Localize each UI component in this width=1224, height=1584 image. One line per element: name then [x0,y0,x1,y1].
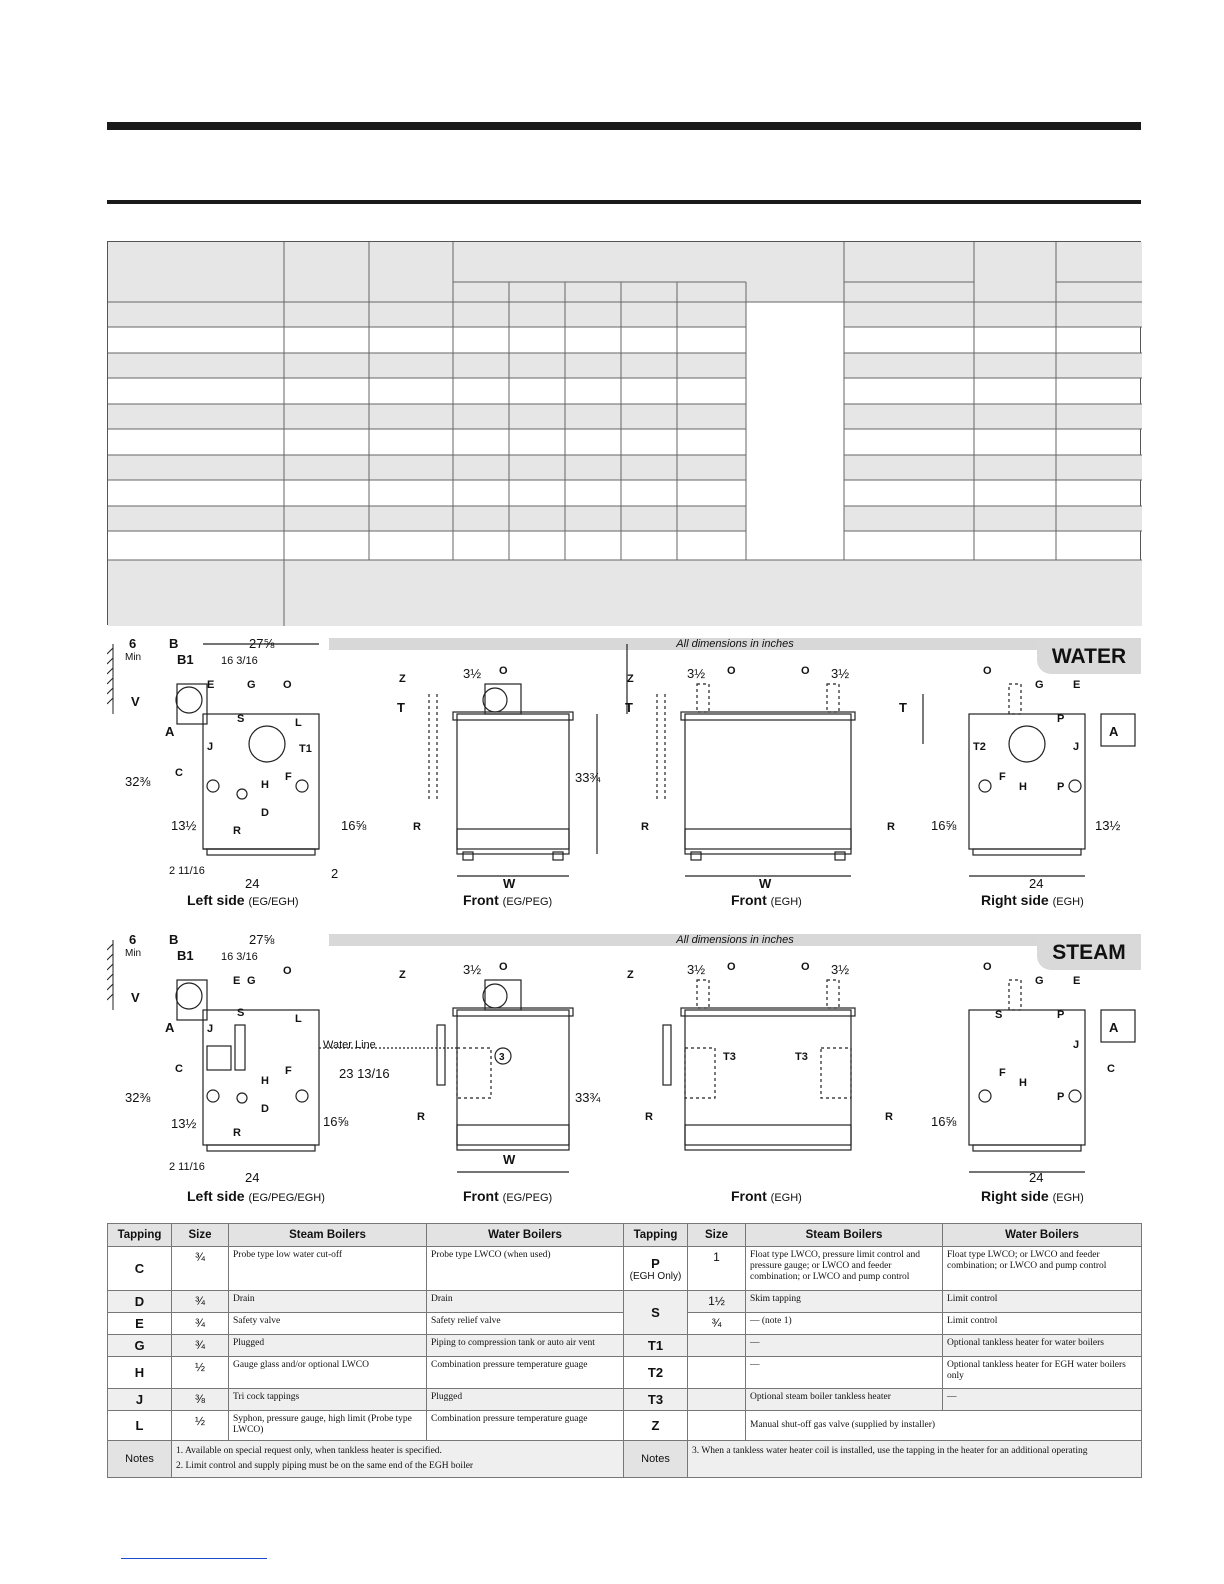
label-l: L [295,717,302,729]
label-r: R [885,1111,893,1123]
boiler-base [973,849,1081,855]
label-r: R [641,821,649,833]
dim-27-5-8: 27⅝ [249,636,275,651]
dim-3-1-2: 3½ [831,666,850,681]
tapping-f [296,780,308,792]
water-left-side-view [176,644,319,855]
tapping-code: S [624,1291,688,1335]
water-desc: Plugged [427,1389,624,1411]
tapping-size [688,1357,746,1389]
tapping-d [237,1093,247,1103]
label-j: J [207,1023,214,1035]
steam-desc: Probe type low water cut-off [229,1247,427,1291]
col-header: Water Boilers [427,1224,624,1247]
view-caption: Left side (EG/EGH) [187,892,299,908]
dim-16-5-8: 16⅝ [931,1114,957,1129]
steam-desc: Safety valve [229,1313,427,1335]
dim-w: W [503,876,516,891]
label-f: F [999,771,1006,783]
tapping-size: ½ [172,1411,229,1441]
supply-pipe-left [697,980,709,1008]
spec-row-shade [108,404,1142,429]
dim-2-11-16: 2 11/16 [169,865,205,877]
foot-right [553,852,563,860]
tapping-f [979,1090,991,1102]
spec-row-shade [108,302,1142,327]
tapping-size: ¾ [172,1313,229,1335]
dim-13-1-2: 13½ [1095,818,1121,833]
tapping-f [296,1090,308,1102]
steam-drawing [107,930,1141,1220]
dim-a: A [1109,1020,1119,1035]
steam-diagram [107,930,1141,1220]
steam-desc: Tri cock tappings [229,1389,427,1411]
tapping-size: ½ [172,1357,229,1389]
dim-3-1-2: 3½ [831,962,850,977]
tapping-code: Z [624,1411,688,1441]
tankless-coil [249,726,285,762]
dim-b: B [169,932,179,947]
steam-desc: Float type LWCO, pressure limit control and pressure gauge; or LWCO and feeder combination; or LWCO and pump control [746,1247,943,1291]
label-z: Z [627,673,634,685]
dim-23-13-16: 23 13/16 [339,1066,390,1081]
wall-hatch-left [107,644,113,714]
label-o: O [801,961,810,973]
steam-desc: Plugged [229,1335,427,1357]
dim-a: A [165,1020,175,1035]
dim-a: A [1109,724,1119,739]
tapping-p [1069,1090,1081,1102]
steam-desc: Gauge glass and/or optional LWCO [229,1357,427,1389]
view-caption: Front (EGH) [731,892,802,908]
foot-right [835,852,845,860]
tapping-size: ¾ [172,1247,229,1291]
dim-13-1-2: 13½ [171,818,197,833]
label-t2: T2 [973,741,986,753]
dim-32-3-8: 32⅜ [125,774,151,789]
tapping-f [979,780,991,792]
steam-desc: Manual shut-off gas valve (supplied by installer) [746,1411,1142,1441]
spec-footer-band [108,560,1142,626]
dim-w: W [759,876,772,891]
supply-pipe-right [827,684,839,712]
view-caption: Front (EG/PEG) [463,1188,553,1204]
gauge-glass [663,1025,671,1085]
view-caption: Right side (EGH) [981,892,1084,908]
dim-16-5-8: 16⅝ [323,1114,349,1129]
dim-32-3-8: 32⅜ [125,1090,151,1105]
table-row [108,1389,1142,1411]
header-rule-thick [107,122,1141,130]
tapping-code: H [108,1357,172,1389]
label-t3: T3 [795,1051,808,1063]
water-desc: — [943,1389,1142,1411]
supply-pipe-right [827,980,839,1008]
tapping-size [688,1411,746,1441]
steam-desc: Drain [229,1291,427,1313]
label-e: E [233,975,241,987]
dim-16-3-16: 16 3/16 [221,951,258,963]
dim-w: W [503,1152,516,1167]
label-g: G [1035,679,1044,691]
boiler-body [969,1010,1085,1145]
dim-t: T [397,700,405,715]
label-r: R [887,821,895,833]
dim-13-1-2: 13½ [171,1116,197,1131]
view-caption: Right side (EGH) [981,1188,1084,1204]
table-header-row [108,1224,1142,1247]
specification-table [107,241,1141,625]
dim-24: 24 [1029,876,1044,891]
base-rail [685,829,851,849]
label-p: P [1057,1091,1065,1103]
dim-2-11-16: 2 11/16 [169,1161,205,1173]
steam-desc: Skim tapping [746,1291,943,1313]
tapping-size [688,1389,746,1411]
footer-link-underline [121,1558,267,1559]
tankless-coil-right [821,1048,851,1098]
steam-front-egh-view [663,980,855,1150]
label-j: J [207,741,214,753]
view-caption: Left side (EG/PEG/EGH) [187,1188,325,1204]
control-box [207,1046,231,1070]
label-o: O [983,665,992,677]
water-front-egh-view [627,644,923,876]
table-row [108,1291,1142,1313]
tapping-code: L [108,1411,172,1441]
dim-24: 24 [245,876,260,891]
col-header: Tapping [108,1224,172,1247]
dim-t: T [899,700,907,715]
base-rail [685,1125,851,1145]
boiler-body [685,714,851,854]
label-h: H [261,779,269,791]
note-item: 3. When a tankless water heater coil is installed, use the tapping in the heater for an additional operating [692,1446,1088,1456]
gauge-glass [437,1025,445,1085]
steam-badge: STEAM [1037,936,1141,970]
tapping-code: E [108,1313,172,1335]
tapping-code: T1 [624,1335,688,1357]
steam-front-eg-view [437,980,573,1172]
water-desc: Float type LWCO; or LWCO and feeder combination; or LWCO and pump control [943,1247,1142,1291]
label-t1: T1 [299,743,312,755]
label-o: O [283,679,292,691]
note-item: 2. Limit control and supply piping must be on the same end of the EGH boiler [176,1461,474,1471]
supply-pipe [1009,684,1021,714]
label-z: Z [627,969,634,981]
label-three: 3 [499,1052,505,1063]
supply-pipe [1009,980,1021,1010]
steam-desc: — [746,1335,943,1357]
notes-label: Notes [624,1441,688,1478]
label-l: L [295,1013,302,1025]
label-c: C [175,1063,183,1075]
col-header: Water Boilers [943,1224,1142,1247]
tankless-coil-left [685,1048,715,1098]
tapping-code: T3 [624,1389,688,1411]
tankless-coil [457,1048,491,1098]
dim-b: B [169,636,179,651]
label-r: R [413,821,421,833]
notes-left [172,1441,624,1478]
table-row [108,1357,1142,1389]
label-o: O [499,665,508,677]
dim-v: V [131,694,140,709]
water-desc: Optional tankless heater for water boilers [943,1335,1142,1357]
dimension-note: All dimensions in inches [329,638,1141,650]
label-o: O [727,961,736,973]
steam-desc: Syphon, pressure gauge, high limit (Probe type LWCO) [229,1411,427,1441]
water-desc: Limit control [943,1313,1142,1335]
boiler-base [207,1145,315,1151]
tapping-p [1069,780,1081,792]
tapping-size: 1 [688,1247,746,1291]
dim-3-1-2: 3½ [687,962,706,977]
dim-33-3-4: 33¾ [575,770,601,785]
boiler-body [685,1010,851,1150]
boiler-body [457,714,569,854]
foot-left [691,852,701,860]
label-e: E [1073,975,1081,987]
water-front-eg-view [429,684,597,876]
col-header: Steam Boilers [746,1224,943,1247]
col-header: Size [688,1224,746,1247]
label-e: E [207,679,215,691]
dim-24: 24 [1029,1170,1044,1185]
dim-24: 24 [245,1170,260,1185]
label-t3: T3 [723,1051,736,1063]
dim-a: A [165,724,175,739]
boiler-body [969,714,1085,849]
col-header: Steam Boilers [229,1224,427,1247]
dim-16-5-8: 16⅝ [931,818,957,833]
dim-t: T [625,700,633,715]
notes-row [108,1441,1142,1478]
table-row [108,1411,1142,1441]
tapping-code: T2 [624,1357,688,1389]
supply-pipe-left [697,684,709,712]
dim-3-1-2: 3½ [687,666,706,681]
label-c: C [1107,1063,1115,1075]
label-o: O [983,961,992,973]
dim-27-5-8: 27⅝ [249,932,275,947]
spec-merged-cell [746,302,844,560]
water-drawing [107,634,1141,924]
dim-3-1-2: 3½ [463,962,482,977]
steam-left-side-view [176,980,457,1151]
label-p: P [1057,713,1065,725]
col-header: Size [172,1224,229,1247]
table-row [108,1247,1142,1291]
label-z: Z [399,969,406,981]
spec-row-shade [108,506,1142,531]
label-p: P [1057,1009,1065,1021]
spec-row-shade [108,455,1142,480]
tapping-code: G [108,1335,172,1357]
tapping-r [207,1090,219,1102]
tapping-code: P (EGH Only) [624,1247,688,1291]
tapping-r [207,780,219,792]
water-desc: Combination pressure temperature guage [427,1357,624,1389]
burner-motor [176,983,202,1009]
dimension-note: All dimensions in inches [329,934,1141,946]
dim-16-5-8: 16⅝ [341,818,367,833]
table-row [108,1335,1142,1357]
burner-motor [176,687,202,713]
label-f: F [285,771,292,783]
dim-6: 6 [129,636,137,651]
dim-b1: B1 [177,948,194,963]
dim-3-1-2: 3½ [463,666,482,681]
label-h: H [1019,781,1027,793]
steam-desc: — [746,1357,943,1389]
boiler-body [457,1010,569,1150]
label-s: S [995,1009,1003,1021]
tapping-size: ¾ [172,1335,229,1357]
view-caption: Front (EG/PEG) [463,892,553,908]
dim-6: 6 [129,932,137,947]
tapping-size: ¾ [688,1313,746,1335]
notes-label: Notes [108,1441,172,1478]
steam-desc: Optional steam boiler tankless heater [746,1389,943,1411]
dim-min: Min [125,652,142,663]
tapping-table [107,1223,1142,1478]
tapping-size: 1½ [688,1291,746,1313]
tapping-size [688,1335,746,1357]
dim-16-3-16: 16 3/16 [221,655,258,667]
label-g: G [1035,975,1044,987]
label-r: R [417,1111,425,1123]
header-rule-thin [107,200,1141,204]
water-desc: Drain [427,1291,624,1313]
tankless-coil [1009,726,1045,762]
label-g: G [247,679,256,691]
tapping-code: J [108,1389,172,1411]
label-o: O [727,665,736,677]
col-header: Tapping [624,1224,688,1247]
note-item: 1. Available on special request only, when tankless heater is specified. [176,1446,442,1456]
spec-grid [108,242,1142,626]
foot-left [463,852,473,860]
boiler-base [973,1145,1081,1151]
label-d: D [261,807,269,819]
label-h: H [1019,1077,1027,1089]
steam-right-side-view [969,980,1135,1172]
base-rail [457,1125,569,1145]
label-h: H [261,1075,269,1087]
water-line-label: Water Line [323,1039,376,1051]
label-z: Z [399,673,406,685]
dim-min: Min [125,948,142,959]
tapping-d [237,789,247,799]
label-o: O [499,961,508,973]
dim-b1: B1 [177,652,194,667]
label-o: O [283,965,292,977]
dim-v: V [131,990,140,1005]
tapping-size: ⅜ [172,1389,229,1411]
water-desc: Probe type LWCO (when used) [427,1247,624,1291]
label-g: G [247,975,256,987]
water-desc: Piping to compression tank or auto air vent [427,1335,624,1357]
jacket-top [681,712,855,720]
label-r: R [233,1127,241,1139]
jacket-top [453,1008,573,1016]
gauge-glass [235,1025,245,1070]
label-j: J [1073,741,1080,753]
label-e: E [1073,679,1081,691]
water-badge: WATER [1037,640,1141,674]
label-d: D [261,1103,269,1115]
steam-desc: — (note 1) [746,1313,943,1335]
label-f: F [999,1067,1006,1079]
label-o: O [801,665,810,677]
burner-motor [483,984,507,1008]
notes-right [688,1441,1142,1478]
water-desc: Combination pressure temperature guage [427,1411,624,1441]
view-caption: Front (EGH) [731,1188,802,1204]
label-s: S [237,1007,245,1019]
water-desc: Safety relief valve [427,1313,624,1335]
label-f: F [285,1065,292,1077]
spec-header-band [108,242,1142,302]
water-desc: Limit control [943,1291,1142,1313]
base-rail [457,829,569,849]
spec-row-shade [108,353,1142,378]
label-c: C [175,767,183,779]
dim-2: 2 [331,866,339,881]
tapping-size: ¾ [172,1291,229,1313]
dim-33-3-4: 33¾ [575,1090,601,1105]
boiler-base [207,849,315,855]
label-j: J [1073,1039,1080,1051]
jacket-top [681,1008,855,1016]
label-p: P [1057,781,1065,793]
water-diagram [107,634,1141,924]
water-right-side-view [969,684,1135,876]
burner-motor [483,688,507,712]
water-desc: Optional tankless heater for EGH water boilers only [943,1357,1142,1389]
jacket-top [453,712,573,720]
tapping-code: C [108,1247,172,1291]
label-r: R [233,825,241,837]
wall-hatch-left [107,940,113,1010]
tapping-code: D [108,1291,172,1313]
label-r: R [645,1111,653,1123]
label-s: S [237,713,245,725]
